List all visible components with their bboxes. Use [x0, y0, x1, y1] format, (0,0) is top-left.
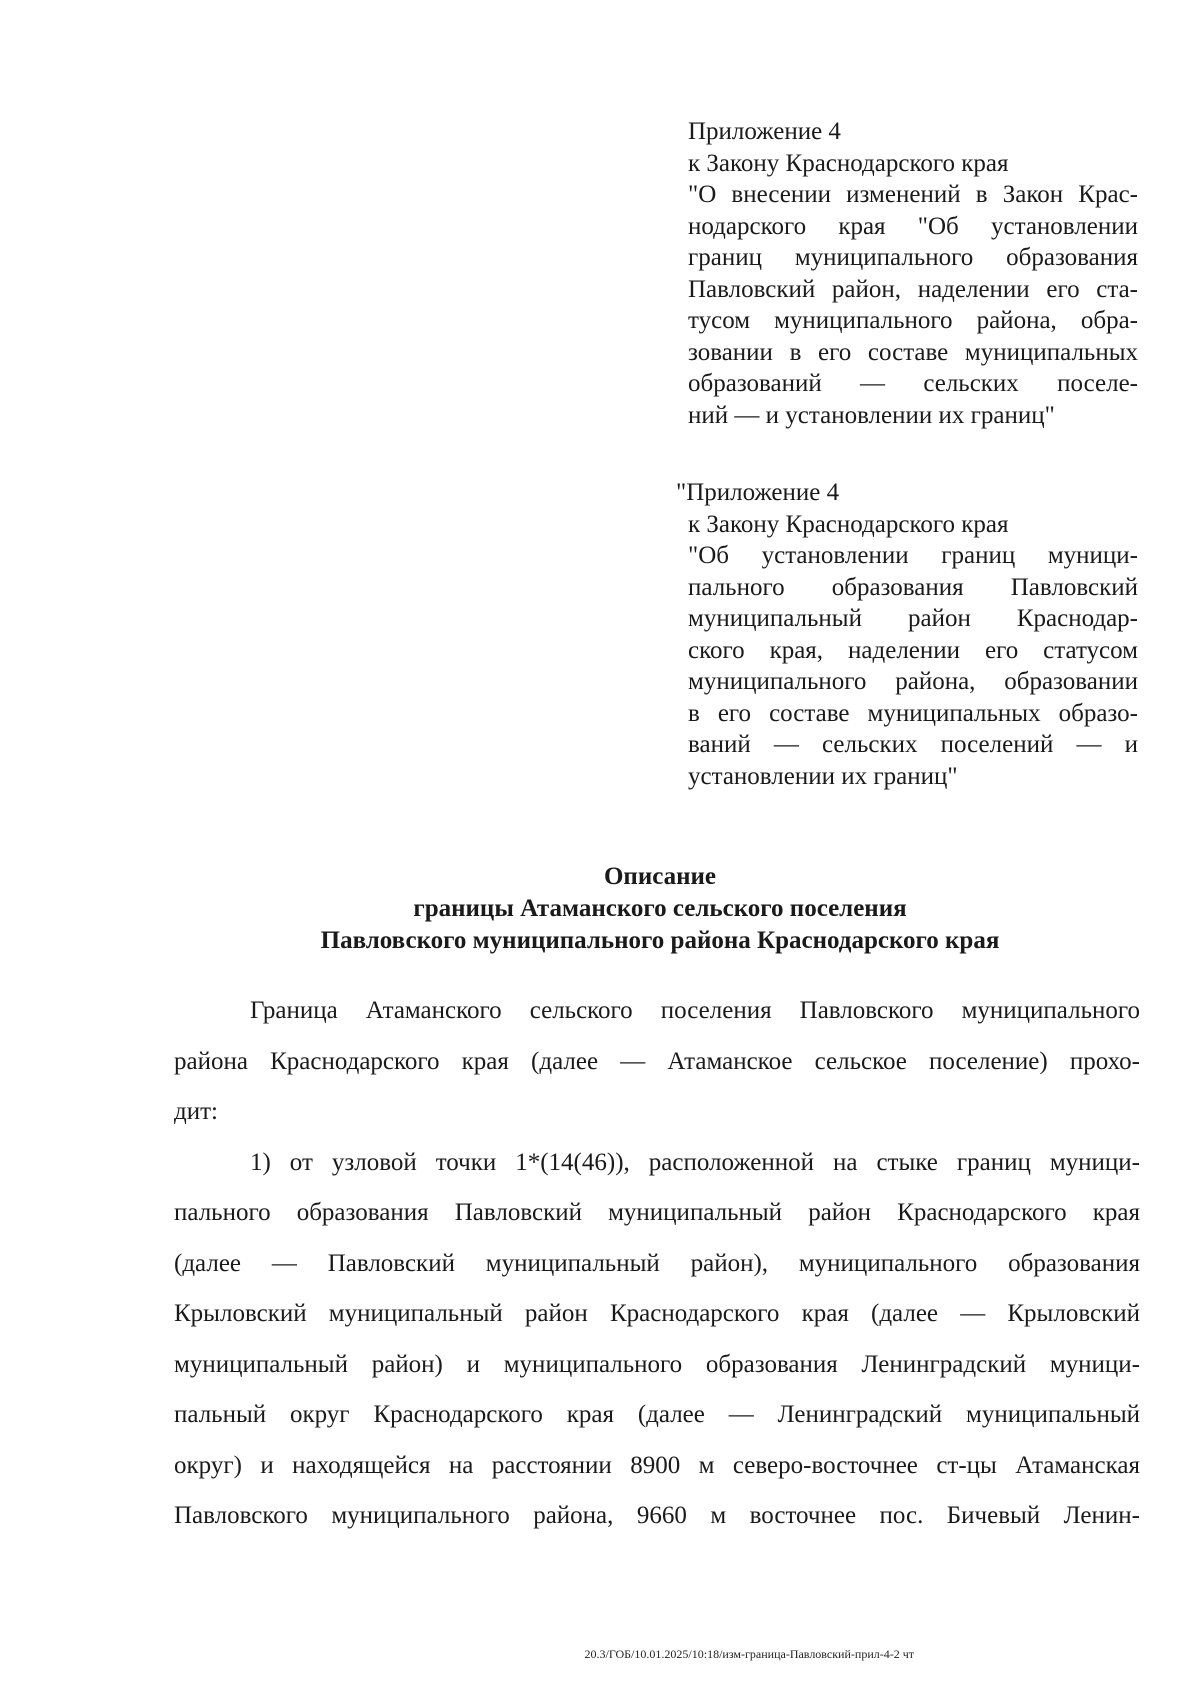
document-footer-code: 20.3/ГОБ/10.01.2025/10:18/изм-граница-Павловский-прил-4-2 чт	[584, 1647, 914, 1661]
appendix-new-wording	[676, 477, 1138, 792]
appendix-line: муниципального района, образовании	[688, 668, 1138, 695]
appendix-line: Приложение 4	[688, 118, 841, 145]
appendix-line: установлении их границ"	[688, 762, 958, 790]
document-title	[160, 861, 1160, 957]
appendix-line: к Закону Краснодарского края	[688, 510, 1009, 538]
appendix-line: "Приложение 4	[676, 479, 840, 506]
appendix-line: "Об установлении границ муници-	[688, 542, 1138, 569]
appendix-line: "О внесении изменений в Закон Крас-	[688, 181, 1138, 208]
appendix-line: тусом муниципального района, обра-	[688, 307, 1138, 334]
appendix-line: границ муниципального образования	[688, 244, 1138, 271]
appendix-line: нодарского края "Об установлении	[688, 212, 1138, 240]
paragraph-line: Крыловский муниципальный район Краснодарского края (далее — Крыловский	[174, 1300, 1140, 1327]
paragraph-line: муниципальный район) и муниципального образования Ленинградский муници-	[174, 1350, 1140, 1378]
paragraph-line: (далее — Павловский муниципальный район), муниципального образования	[174, 1249, 1140, 1277]
paragraph-line: пального образования Павловский муниципальный район Краснодарского края	[174, 1199, 1140, 1226]
appendix-line: ний — и установлении их границ"	[688, 401, 1055, 429]
appendix-line: зовании в его составе муниципальных	[688, 338, 1138, 366]
paragraph-line: пальный округ Краснодарского края (далее — Ленинградский муниципальный	[174, 1401, 1140, 1428]
title-line: Павловского муниципального района Краснодарского края	[320, 927, 1000, 954]
appendix-line: к Закону Краснодарского края	[688, 149, 1009, 177]
appendix-line: в его составе муниципальных образо-	[688, 699, 1138, 727]
paragraph-line: района Краснодарского края (далее — Атаманское сельское поселение) прохо-	[174, 1047, 1140, 1075]
paragraph-line: 1) от узловой точки 1*(14(46)), расположенной на стыке границ муници-	[250, 1148, 1140, 1176]
appendix-line: муниципальный район Краснодар-	[688, 605, 1138, 632]
appendix-line: образований — сельских поселе-	[688, 370, 1138, 397]
appendix-amending-law-reference	[688, 116, 1138, 431]
appendix-line: ского края, наделении его статусом	[688, 636, 1138, 664]
appendix-line: Павловский район, наделении его ста-	[688, 275, 1138, 303]
title-line: границы Атаманского сельского поселения	[413, 895, 907, 922]
boundary-description	[174, 986, 1140, 1542]
appendix-line: ваний — сельских поселений — и	[688, 731, 1138, 758]
paragraph-line: Граница Атаманского сельского поселения Павловского муниципального	[250, 997, 1140, 1024]
paragraph-line: округ) и находящейся на расстоянии 8900 м северо-восточнее ст-цы Атаманская	[174, 1451, 1140, 1479]
appendix-line: пального образования Павловский	[688, 573, 1138, 601]
paragraph-line: Павловского муниципального района, 9660 м восточнее пос. Бичевый Ленин-	[174, 1502, 1140, 1529]
paragraph-line: дит:	[174, 1098, 218, 1125]
title-line: Описание	[603, 863, 717, 890]
